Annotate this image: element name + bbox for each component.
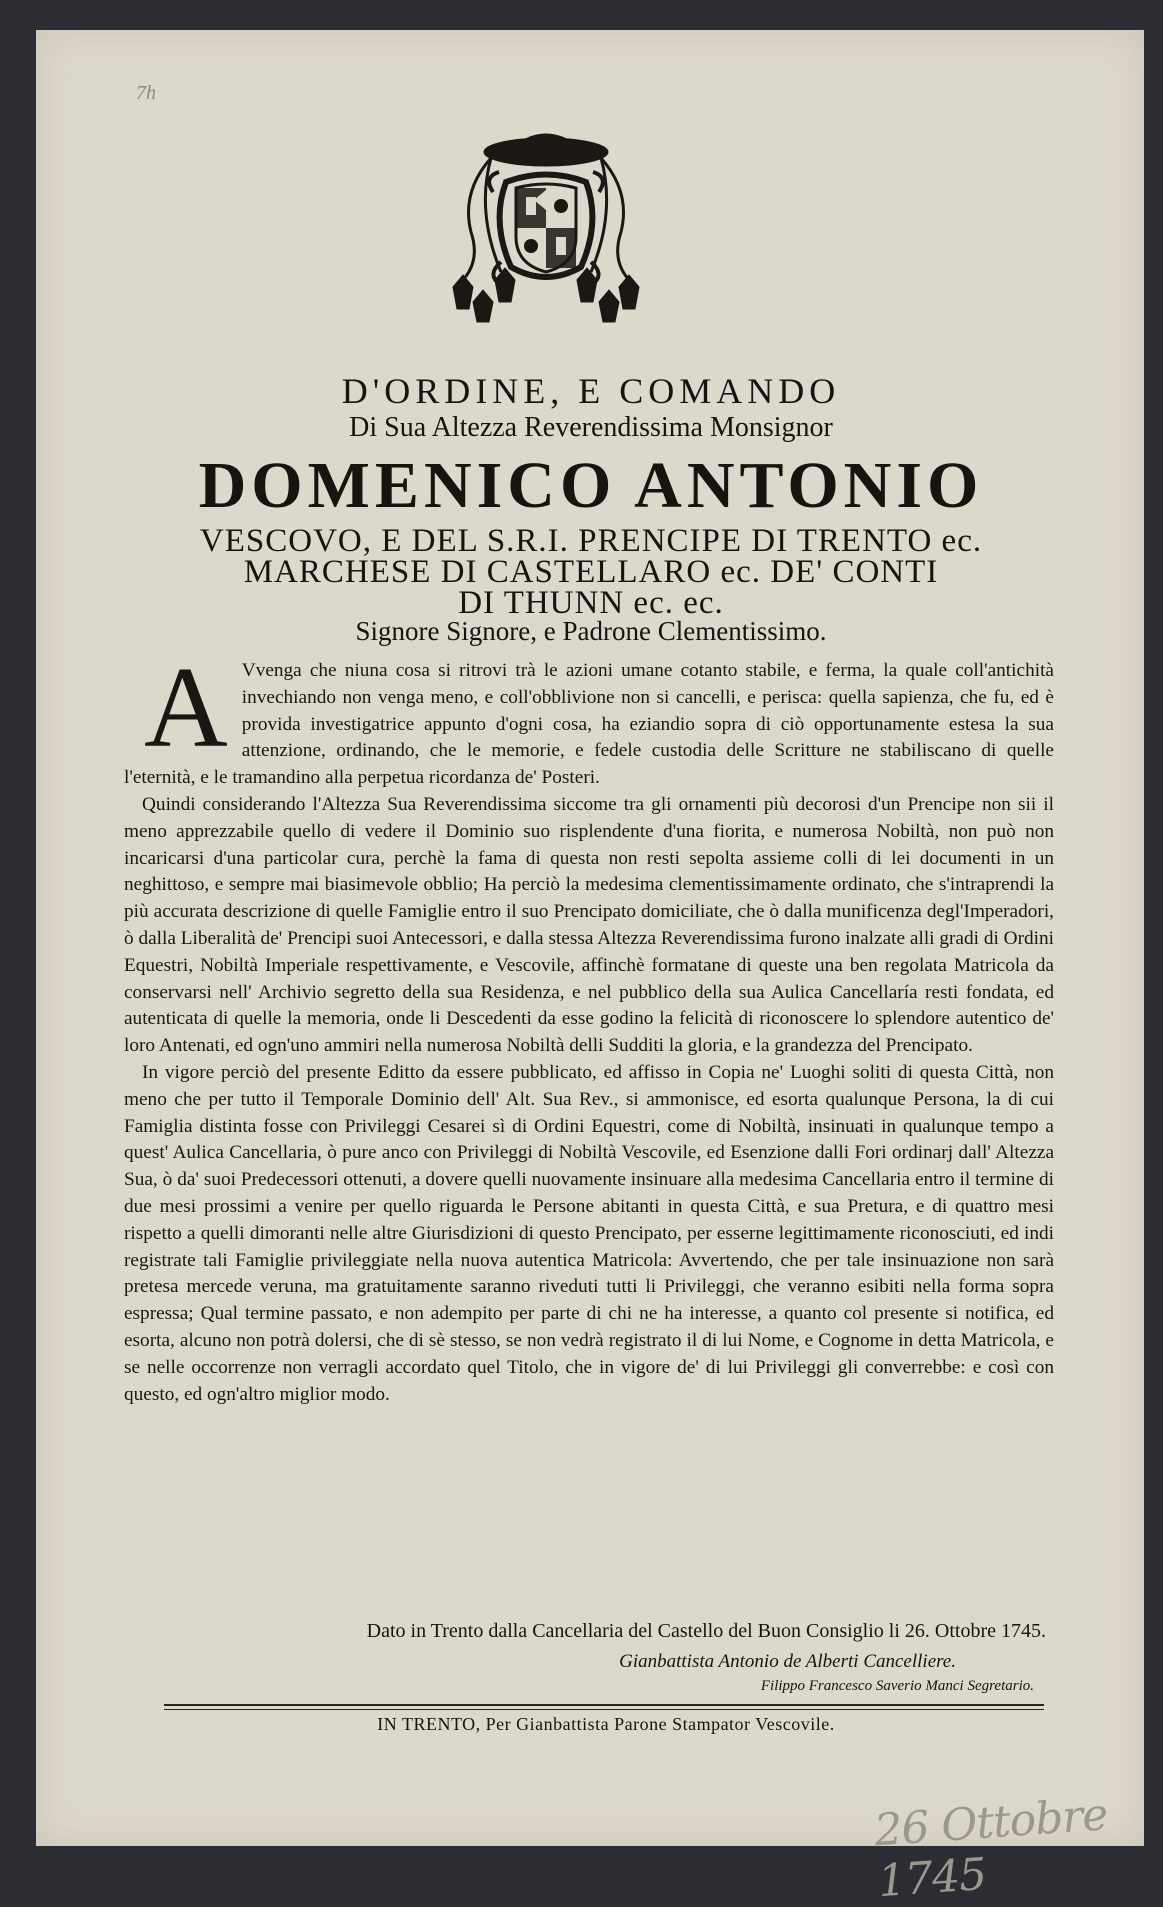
- lord-line: Signore Signore, e Padrone Clementissimo.: [355, 616, 827, 646]
- order-heading: D'ORDINE, E COMANDO: [341, 371, 841, 411]
- coat-of-arms-icon: [431, 122, 661, 332]
- titles-line-2: MARCHESE DI CASTELLARO ec. DE' CONTI: [243, 554, 939, 590]
- titles-line-3: DI THUNN ec. ec.: [458, 585, 724, 621]
- edict-body: [124, 644, 1054, 1408]
- drop-cap: A: [144, 644, 228, 772]
- paragraph-2: Quindi considerando l'Altezza Sua Reverendissima siccome tra gli ornamenti più decorosi d'un Prencipe non sii il meno apprezzabile quello di vedere il Dominio suo risplendente d'una fiorita, e numerosa Nobiltà, non può non incaricarsi d'una particolar cura, perchè la fama di questa non resti sepolta assieme colli di lei documenti in un neghittoso, e sempre mai biasimevole obblio; Ha perciò la medesima clementissimamente ordinato, che s'intraprendi la più accurata descrizione di quelle Famiglie entro il suo Prencipato domiciliate, che ò dalla munificenza degl'Imperadori, ò dalla Liberalità de' Prencipi suoi Antecessori, e dalla stessa Altezza Reverendissima furono inalzate alli gradi di Ordini Equestri, Nobiltà Imperiale respettivamente, e Vescovile, affinchè formatane di queste una ben regolata Matricola da conservarsi nell' Archivio segretto della sua Residenza, e nel pubblico della sua Aulica Cancellaría resti fondata, ed autenticata di quelle la memoria, onde li Descedenti da esse godino la felicità di riconoscere lo splendore autentico de' loro Antenati, ed ogn'uno ammiri nella numerosa Nobiltà delli Sudditi la gloria, e la grandezza del Prencipato.: [124, 793, 1054, 1057]
- paragraph-3: In vigore perciò del presente Editto da essere pubblicato, ed affisso in Copia ne' Luoghi soliti di questa Città, non meno che per tutto il Temporale Dominio dell' Alt. Sua Rev., si ammonisce, ed esorta qualunque Persona, la di cui Famiglia distinta fosse con Privileggi Cesarei sì di Ordini Equestri, come di Nobiltà, insinuati in qualunque tempo a quest' Aulica Cancellaria, ò pure anco con Privileggi di Nobiltà Vescovile, ed Esenzione dalli Fori ordinarj dall' Altezza Sua, ò da' suoi Predecessori ottenuti, a dovere quelli nuovamente insinuare alla medesima Cancellaria entro il termine di due mesi prossimi a venire per quello riguarda le Persone abitanti in questa Città, e sua Pretura, e di quattro mesi rispetto a quelli dimoranti nelle altre Giurisdizioni di questo Prencipato, per esserne legittimamente riconosciuti, ed indi registrate tali Famiglie privileggiate nella nuova autentica Matricola: Avvertendo, che per tale insinuazione non sarà pretesa mercede veruna, ma gratuitamente saranno riveduti tutti li Privileggi, che veranno esibiti nella forma sopra espressa; Qual termine passato, e non adempito per parte di chi ne ha interesse, a quanto col presente si notifica, ed esorta, alcuno non potrà dolersi, che di sè stesso, se non vedrà registrato il di lui Nome, e Cognome in detta Matricola, e se nelle occorrenze non verragli accordato quel Titolo, che in vigore de' di lui Privileggi gli converrebbe: e così con questo, ed ogn'altro miglior modo.: [124, 1061, 1054, 1405]
- printer-imprint: IN TRENTO, Per Gianbattista Parone Stampator Vescovile.: [377, 1714, 835, 1734]
- bishop-name: DOMENICO ANTONIO: [198, 449, 984, 522]
- handwritten-date: 26 Ottobre 1745: [872, 1789, 1109, 1907]
- chancellor-signature: Gianbattista Antonio de Alberti Cancelliere.: [619, 1651, 956, 1672]
- titles-block: [96, 523, 1086, 621]
- titles-line-1: VESCOVO, E DEL S.R.I. PRENCIPE DI TRENTO ec.: [199, 523, 983, 559]
- highness-line: Di Sua Altezza Reverendissima Monsignor: [349, 412, 833, 443]
- divider-rule-thin: [164, 1709, 1044, 1710]
- date-line: Dato in Trento dalla Cancellaria del Castello del Buon Consiglio li 26. Ottobre 1745.: [366, 1620, 1046, 1642]
- edict-sheet: [36, 30, 1144, 1907]
- divider-rule: [164, 1704, 1044, 1706]
- secretary-signature: Filippo Francesco Saverio Manci Segretario.: [760, 1678, 1034, 1694]
- paragraph-1: Vvenga che niuna cosa si ritrovi trà le azioni umane cotanto stabile, e ferma, la quale coll'antichità invechiando non venga meno, e coll'obblivione non si cancelli, e perisca: quella sapienza, che fu, ed è provida investigatrice appunto d'ogni cosa, ha eziandio sopra di ciò opportunamente estesa la sua attenzione, ordinando, che le memorie, e fedele custodia delle Scritture ne stabiliscano di quelle l'eternità, e le tramandino alla perpetua ricordanza de' Posteri.: [124, 660, 1054, 789]
- archive-mark: 7h: [136, 82, 156, 104]
